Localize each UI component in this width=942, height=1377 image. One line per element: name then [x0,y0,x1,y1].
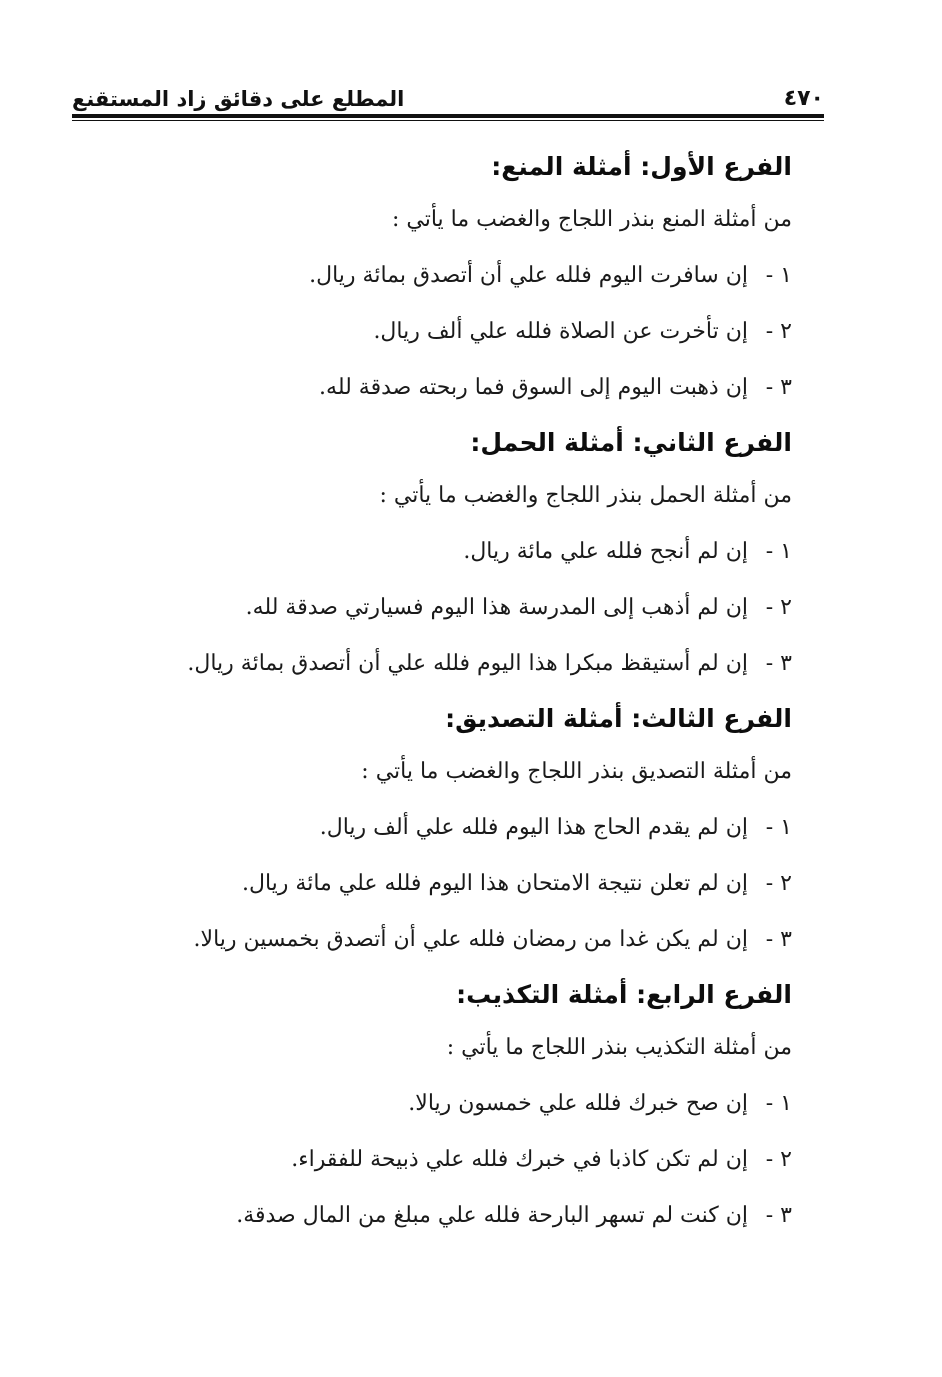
list-item [110,922,792,978]
item-number: ٢ - [765,871,792,896]
item-text: إن لم أستيقظ مبكرا هذا اليوم فلله علي أن أتصدق بمائة ريال. [187,651,748,676]
item-text: إن لم يكن غدا من رمضان فلله علي أن أتصدق بخمسين ريالا. [193,927,748,952]
item-number: ٢ - [765,595,792,620]
item-text: إن سافرت اليوم فلله علي أن أتصدق بمائة ريال. [309,263,748,288]
section-heading: الفرع الأول: أمثلة المنع: [491,152,792,181]
running-header [72,72,824,112]
example-list [110,534,792,702]
item-text: إن ذهبت اليوم إلى السوق فما ربحته صدقة لله. [319,375,748,400]
page-number: ٤٧٠ [783,86,824,111]
item-text: إن كنت لم تسهر البارحة فلله علي مبلغ من المال صدقة. [236,1203,748,1228]
example-list [110,1086,792,1254]
item-number: ٢ - [765,319,792,344]
item-number: ٣ - [765,1203,792,1228]
item-number: ٣ - [765,927,792,952]
item-number: ٣ - [765,651,792,676]
item-number: ١ - [765,539,792,564]
item-text: إن لم أنجح فلله علي مائة ريال. [463,539,748,564]
list-item [110,314,792,370]
item-number: ٢ - [765,1147,792,1172]
list-item [110,590,792,646]
section-intro: من أمثلة التكذيب بنذر اللجاج ما يأتي : [446,1035,792,1060]
item-text: إن لم يقدم الحاج هذا اليوم فلله علي ألف ريال. [319,815,748,840]
list-item [110,258,792,314]
item-number: ١ - [765,815,792,840]
section-affirmation-examples [110,702,792,978]
header-rule-thick [72,114,824,118]
section-heading: الفرع الثاني: أمثلة الحمل: [470,428,792,457]
item-number: ٣ - [765,375,792,400]
section-denial-examples [110,978,792,1254]
list-item [110,1198,792,1254]
list-item [110,1086,792,1142]
list-item [110,370,792,426]
item-text: إن لم تكن كاذبا في خبرك فلله علي ذبيحة للفقراء. [291,1147,748,1172]
item-number: ١ - [765,263,792,288]
example-list [110,258,792,426]
item-text: إن لم تعلن نتيجة الامتحان هذا اليوم فلله علي مائة ريال. [241,871,748,896]
header-rule-thin [72,120,824,121]
list-item [110,1142,792,1198]
list-item [110,866,792,922]
book-title: المطلع على دقائق زاد المستقنع [72,87,405,111]
section-prohibition-examples [110,150,792,426]
item-text: إن تأخرت عن الصلاة فلله علي ألف ريال. [373,319,748,344]
section-intro: من أمثلة الحمل بنذر اللجاج والغضب ما يأتي : [379,483,792,508]
section-heading: الفرع الثالث: أمثلة التصديق: [445,704,792,733]
list-item [110,534,792,590]
section-compulsion-examples [110,426,792,702]
list-item [110,810,792,866]
page-content [110,150,792,1254]
section-intro: من أمثلة المنع بنذر اللجاج والغضب ما يأتي : [391,207,792,232]
item-number: ١ - [765,1091,792,1116]
example-list [110,810,792,978]
section-heading: الفرع الرابع: أمثلة التكذيب: [456,980,792,1009]
section-intro: من أمثلة التصديق بنذر اللجاج والغضب ما يأتي : [361,759,792,784]
item-text: إن لم أذهب إلى المدرسة هذا اليوم فسيارتي صدقة لله. [245,595,748,620]
item-text: إن صح خبرك فلله علي خمسون ريالا. [408,1091,748,1116]
list-item [110,646,792,702]
